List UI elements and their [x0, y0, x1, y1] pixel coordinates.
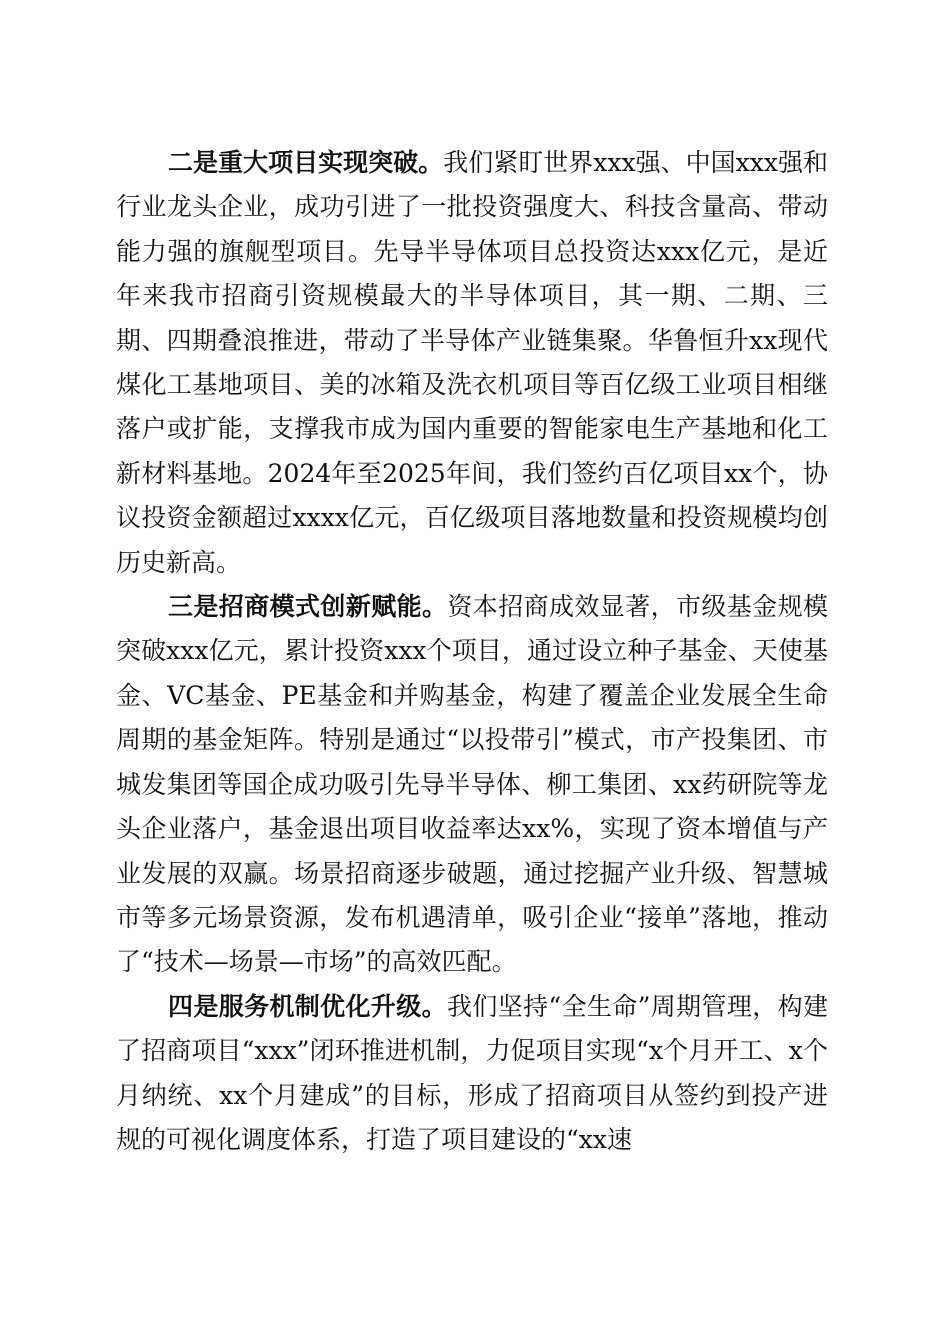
paragraph-text: 我们紧盯世界xxx强、中国xxx强和行业龙头企业，成功引进了一批投资强度大、科技含量高、带动能力强的旗舰型项目。先导半导体项目总投资达xxx亿元，是近年来我市招商引资规模最大的半导体项目，其一期、二期、三期、四期叠浪推进，带动了半导体产业链集聚。华鲁恒升xx现代煤化工基地项目、美的冰箱及洗衣机项目等百亿级工业项目相继落户或扩能，支撑我市成为国内重要的智能家电生产基地和化工新材料基地。2024年至2025年间，我们签约百亿项目xx个，协议投资金额超过xxxx亿元，百亿级项目落地数量和投资规模均创历史新高。 [116, 148, 828, 577]
paragraph-text: 资本招商成效显著，市级基金规模突破xxx亿元，累计投资xxx个项目，通过设立种子基金、天使基金、VC基金、PE基金和并购基金，构建了覆盖企业发展全生命周期的基金矩阵。特别是通过“以投带引”模式，市产投集团、市城发集团等国企成功吸引先导半导体、柳工集团、xx药研院等龙头企业落户，基金退出项目收益率达xx%，实现了资本增值与产业发展的双赢。场景招商逐步破题，通过挖掘产业升级、智慧城市等多元场景资源，发布机遇清单，吸引企业“接单”落地，推动了“技术—场景—市场”的高效匹配。 [116, 592, 828, 977]
paragraph-investment-model [116, 585, 828, 985]
paragraph-lead: 三是招商模式创新赋能。 [168, 592, 448, 622]
paragraph-service-mechanism [116, 985, 828, 1163]
paragraph-lead: 四是服务机制优化升级。 [168, 991, 447, 1021]
document-body [116, 141, 828, 1162]
paragraph-text: 我们坚持“全生命”周期管理，构建了招商项目“xxx”闭环推进机制，力促项目实现“x个月开工、x个月纳统、xx个月建成”的目标，形成了招商项目从签约到投产进规的可视化调度体系，打造了项目建设的“xx速 [116, 991, 828, 1154]
paragraph-lead: 二是重大项目实现突破。 [168, 148, 444, 177]
paragraph-major-projects [116, 141, 828, 585]
